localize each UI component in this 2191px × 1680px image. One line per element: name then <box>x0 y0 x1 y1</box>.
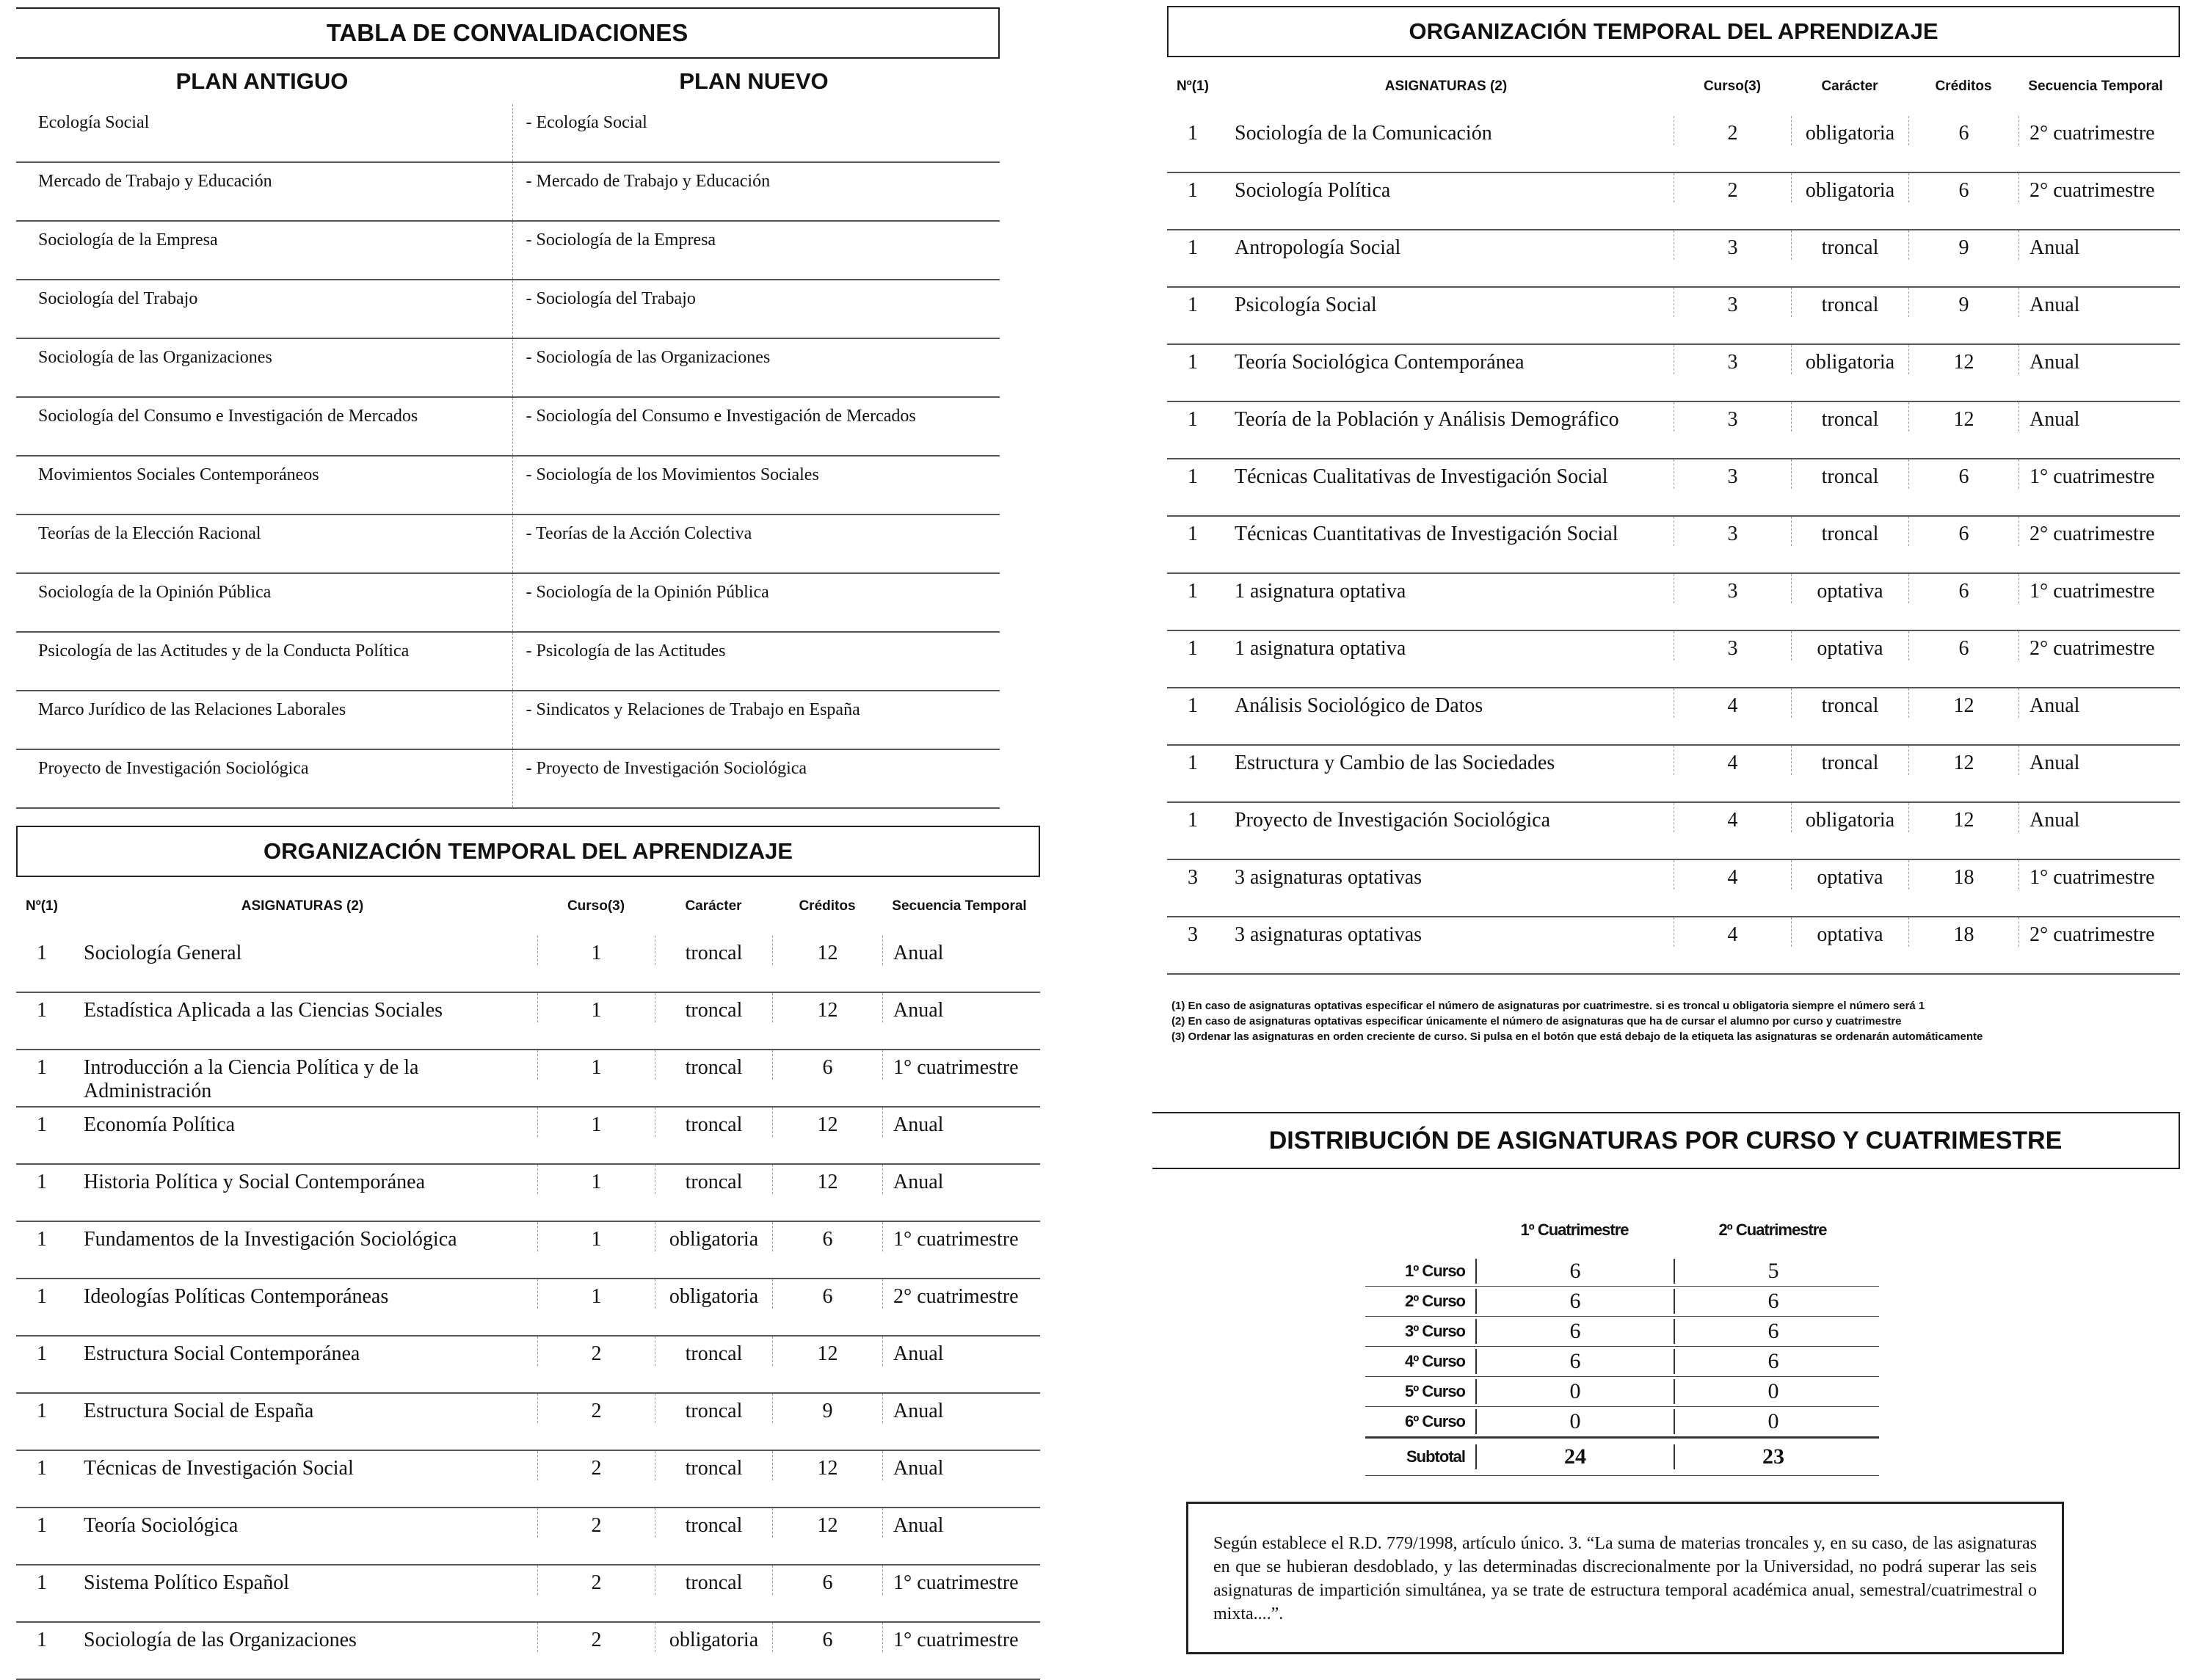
asignatura-cell: 3 asignaturas optativas <box>1235 866 1422 889</box>
asignatura-cell: Sociología General <box>84 942 242 964</box>
asignatura-cell: Sistema Político Español <box>84 1571 289 1594</box>
asignatura-cell: Sociología Política <box>1235 179 1391 202</box>
curso-cell: 2 <box>537 1508 655 1538</box>
secuencia-cell: Anual <box>882 1451 1036 1480</box>
caracter-cell: optativa <box>1791 917 1908 947</box>
asignatura-cell: Teoría Sociológica Contemporánea <box>1235 351 1525 374</box>
distribucion-title: DISTRIBUCIÓN DE ASIGNATURAS POR CURSO Y CUATRIMESTRE <box>1152 1112 2180 1169</box>
plan-nuevo-cell: - Sociología del Consumo e Investigación de Mercados <box>512 398 1000 455</box>
col-1-cuatrimestre: 1º Cuatrimestre <box>1520 1221 1629 1239</box>
table-row <box>16 1337 1040 1394</box>
creditos-cell: 6 <box>772 1222 882 1251</box>
curso-cell: 3 <box>1674 517 1791 546</box>
table-row <box>1167 631 2180 688</box>
caracter-cell: troncal <box>655 1394 772 1423</box>
creditos-cell: 12 <box>772 993 882 1022</box>
secuencia-cell: Anual <box>882 936 1036 965</box>
plan-antiguo-cell: Sociología del Consumo e Investigación de Mercados <box>38 407 418 426</box>
secuencia-cell: Anual <box>2019 402 2173 432</box>
curso-cell: 1 <box>537 1222 655 1251</box>
table-row <box>16 993 1040 1050</box>
secuencia-cell: 2° cuatrimestre <box>2019 631 2173 661</box>
footnote-2: (2) En caso de asignaturas optativas especificar únicamente el número de asignaturas que ha de cursar el alumno por curso y cuatrimestre <box>1171 1015 1902 1028</box>
creditos-cell: 6 <box>772 1279 882 1309</box>
header-secuencia: Secuencia Temporal <box>892 898 1027 914</box>
caracter-cell: troncal <box>655 1451 772 1480</box>
org-table-right <box>1167 6 2180 975</box>
asignatura-cell: Proyecto de Investigación Sociológica <box>1235 809 1550 832</box>
subtotal-c1: 24 <box>1475 1444 1674 1469</box>
table-row <box>16 163 1000 222</box>
caracter-cell: optativa <box>1791 860 1908 890</box>
table-row <box>1167 574 2180 631</box>
asignatura-cell: Análisis Sociológico de Datos <box>1235 694 1483 717</box>
header-caracter: Carácter <box>685 898 742 914</box>
n-cell: 1 <box>1188 122 1198 145</box>
asignatura-cell: 3 asignaturas optativas <box>1235 923 1422 946</box>
creditos-cell: 12 <box>772 1165 882 1194</box>
creditos-cell: 9 <box>1908 230 2019 260</box>
caracter-cell: troncal <box>655 936 772 965</box>
n-cell: 1 <box>37 1514 47 1537</box>
table-row <box>16 1623 1040 1680</box>
secuencia-cell: 2° cuatrimestre <box>2019 173 2173 203</box>
n-cell: 1 <box>37 1400 47 1422</box>
plan-antiguo-cell: Movimientos Sociales Contemporáneos <box>38 465 319 484</box>
curso-cell: 4 <box>1674 746 1791 775</box>
curso-cell: 1 <box>537 1050 655 1080</box>
secuencia-cell: 1° cuatrimestre <box>882 1566 1036 1595</box>
curso-cell: 1 <box>537 993 655 1022</box>
secuencia-cell: Anual <box>2019 688 2173 718</box>
creditos-cell: 12 <box>1908 402 2019 432</box>
n-cell: 1 <box>37 1285 47 1308</box>
secuencia-cell: Anual <box>882 1337 1036 1366</box>
plan-nuevo-cell: - Sociología de las Organizaciones <box>512 339 1000 396</box>
table-row <box>1167 459 2180 517</box>
curso-label: 3º Curso <box>1405 1322 1465 1340</box>
cuatrimestre-1-value: 0 <box>1475 1379 1674 1404</box>
creditos-cell: 6 <box>1908 116 2019 145</box>
header-curso[interactable]: Curso(3) <box>1703 79 1762 94</box>
n-cell: 3 <box>1188 866 1198 889</box>
table-row <box>1365 1377 1879 1407</box>
table-row <box>1167 116 2180 173</box>
secuencia-cell: 2° cuatrimestre <box>2019 917 2173 947</box>
n-cell: 1 <box>1188 408 1198 431</box>
secuencia-cell: Anual <box>882 993 1036 1022</box>
table-row <box>1167 402 2180 459</box>
table-row <box>16 104 1000 163</box>
header-curso[interactable]: Curso(3) <box>567 898 625 914</box>
secuencia-cell: Anual <box>2019 288 2173 317</box>
creditos-cell: 12 <box>1908 746 2019 775</box>
plan-nuevo-cell: - Sociología de la Empresa <box>512 222 1000 279</box>
caracter-cell: troncal <box>655 1566 772 1595</box>
curso-cell: 4 <box>1674 688 1791 718</box>
footnotes <box>1171 998 2170 1044</box>
creditos-cell: 6 <box>772 1566 882 1595</box>
caracter-cell: troncal <box>655 1508 772 1538</box>
creditos-cell: 6 <box>1908 517 2019 546</box>
n-cell: 1 <box>1188 236 1198 259</box>
curso-label: 4º Curso <box>1405 1352 1465 1370</box>
cuatrimestre-1-value: 6 <box>1475 1349 1674 1374</box>
table-row <box>16 1165 1040 1222</box>
plan-antiguo-cell: Sociología del Trabajo <box>38 289 198 308</box>
table-row <box>16 339 1000 398</box>
table-row <box>1365 1407 1879 1437</box>
caracter-cell: obligatoria <box>1791 173 1908 203</box>
rd-note-box <box>1186 1502 2064 1654</box>
table-row <box>1167 917 2180 975</box>
caracter-cell: troncal <box>655 1050 772 1080</box>
n-cell: 1 <box>1188 351 1198 374</box>
plan-antiguo-cell: Marco Jurídico de las Relaciones Laborales <box>38 700 346 719</box>
n-cell: 1 <box>37 1342 47 1365</box>
table-row <box>16 457 1000 515</box>
secuencia-cell: 1° cuatrimestre <box>882 1623 1036 1652</box>
table-row <box>1167 860 2180 917</box>
asignatura-cell: Teoría Sociológica <box>84 1514 239 1537</box>
convalidaciones-header <box>16 59 1000 104</box>
curso-label: 1º Curso <box>1405 1262 1465 1280</box>
org-right-header <box>1167 57 2180 116</box>
table-row <box>16 1222 1040 1279</box>
asignatura-cell: Introducción a la Ciencia Política y de la Administración <box>84 1056 419 1102</box>
curso-cell: 2 <box>537 1451 655 1480</box>
cuatrimestre-2-value: 0 <box>1674 1379 1872 1404</box>
n-cell: 1 <box>37 1056 47 1079</box>
plan-nuevo-cell: - Sindicatos y Relaciones de Trabajo en España <box>512 691 1000 749</box>
caracter-cell: obligatoria <box>1791 345 1908 374</box>
table-row <box>16 222 1000 280</box>
org-table-left <box>16 826 1040 1680</box>
header-n: Nº(1) <box>26 898 58 914</box>
plan-antiguo-cell: Ecología Social <box>38 113 150 132</box>
secuencia-cell: Anual <box>882 1108 1036 1137</box>
caracter-cell: troncal <box>1791 402 1908 432</box>
n-cell: 1 <box>1188 294 1198 316</box>
plan-nuevo-cell: - Sociología del Trabajo <box>512 280 1000 338</box>
table-row <box>16 574 1000 633</box>
secuencia-cell: 1° cuatrimestre <box>2019 860 2173 890</box>
curso-cell: 2 <box>537 1394 655 1423</box>
asignatura-cell: Psicología Social <box>1235 294 1377 316</box>
asignatura-cell: Fundamentos de la Investigación Sociológica <box>84 1228 457 1251</box>
caracter-cell: troncal <box>1791 746 1908 775</box>
org-left-header <box>16 877 1040 936</box>
caracter-cell: troncal <box>1791 230 1908 260</box>
secuencia-cell: 1° cuatrimestre <box>882 1222 1036 1251</box>
asignatura-cell: 1 asignatura optativa <box>1235 637 1406 660</box>
cuatrimestre-2-value: 6 <box>1674 1349 1872 1374</box>
asignatura-cell: Técnicas de Investigación Social <box>84 1457 354 1480</box>
plan-antiguo-cell: Proyecto de Investigación Sociológica <box>38 759 309 778</box>
table-row <box>16 1279 1040 1337</box>
asignatura-cell: Estadística Aplicada a las Ciencias Sociales <box>84 999 443 1022</box>
caracter-cell: troncal <box>655 993 772 1022</box>
n-cell: 1 <box>37 1113 47 1136</box>
plan-antiguo-cell: Sociología de la Empresa <box>38 230 218 250</box>
n-cell: 1 <box>1188 580 1198 603</box>
n-cell: 3 <box>1188 923 1198 946</box>
distribucion-section <box>1152 1112 2180 1169</box>
plan-nuevo-cell: - Proyecto de Investigación Sociológica <box>512 750 1000 807</box>
distribucion-table <box>1365 1204 1879 1476</box>
cuatrimestre-2-value: 6 <box>1674 1319 1872 1344</box>
rd-note-text: Según establece el R.D. 779/1998, artículo único. 3. “La suma de materias troncales y, en su caso, de las asignaturas en que se hubieran desdoblado, y las determinadas discrecionalmente por la Universidad, no podrá superar las seis asignaturas de impartición simultánea, ya se trate de estructura temporal académica anual, semestral/cuatrimestral o mixta....”. <box>1213 1534 2037 1623</box>
n-cell: 1 <box>1188 179 1198 202</box>
asignatura-cell: Estructura Social Contemporánea <box>84 1342 360 1365</box>
secuencia-cell: Anual <box>882 1508 1036 1538</box>
secuencia-cell: Anual <box>2019 803 2173 832</box>
n-cell: 1 <box>1188 637 1198 660</box>
subtotal-c2: 23 <box>1674 1444 1872 1469</box>
table-row <box>16 633 1000 691</box>
n-cell: 1 <box>37 1228 47 1251</box>
curso-cell: 3 <box>1674 230 1791 260</box>
n-cell: 1 <box>37 999 47 1022</box>
caracter-cell: obligatoria <box>655 1623 772 1652</box>
curso-cell: 1 <box>537 1108 655 1137</box>
table-row <box>1167 688 2180 746</box>
n-cell: 1 <box>1188 694 1198 717</box>
curso-cell: 3 <box>1674 631 1791 661</box>
secuencia-cell: 2° cuatrimestre <box>2019 517 2173 546</box>
caracter-cell: obligatoria <box>655 1222 772 1251</box>
cuatrimestre-2-value: 6 <box>1674 1289 1872 1314</box>
asignatura-cell: Economía Política <box>84 1113 236 1136</box>
creditos-cell: 6 <box>772 1623 882 1652</box>
n-cell: 1 <box>37 1457 47 1480</box>
table-row <box>1167 345 2180 402</box>
curso-cell: 4 <box>1674 860 1791 890</box>
caracter-cell: obligatoria <box>655 1279 772 1309</box>
table-row <box>16 280 1000 339</box>
asignatura-cell: Historia Política y Social Contemporánea <box>84 1171 426 1193</box>
table-row <box>16 1451 1040 1508</box>
asignatura-cell: Sociología de las Organizaciones <box>84 1629 357 1651</box>
table-row <box>1365 1287 1879 1317</box>
cuatrimestre-1-value: 6 <box>1475 1319 1674 1344</box>
secuencia-cell: 1° cuatrimestre <box>2019 459 2173 489</box>
plan-nuevo-cell: - Psicología de las Actitudes <box>512 633 1000 690</box>
asignatura-cell: 1 asignatura optativa <box>1235 580 1406 603</box>
secuencia-cell: 2° cuatrimestre <box>882 1279 1036 1309</box>
col-2-cuatrimestre: 2º Cuatrimestre <box>1718 1221 1827 1239</box>
curso-cell: 1 <box>537 1279 655 1309</box>
header-n: Nº(1) <box>1177 79 1209 94</box>
creditos-cell: 6 <box>1908 631 2019 661</box>
curso-cell: 2 <box>537 1566 655 1595</box>
n-cell: 1 <box>37 1629 47 1651</box>
plan-antiguo-cell: Sociología de las Organizaciones <box>38 348 272 367</box>
curso-cell: 1 <box>537 1165 655 1194</box>
creditos-cell: 12 <box>1908 688 2019 718</box>
convalidaciones-title: TABLA DE CONVALIDACIONES <box>16 7 1000 59</box>
curso-cell: 4 <box>1674 917 1791 947</box>
asignatura-cell: Técnicas Cuantitativas de Investigación Social <box>1235 523 1618 545</box>
header-caracter: Carácter <box>1821 79 1878 94</box>
creditos-cell: 9 <box>772 1394 882 1423</box>
caracter-cell: troncal <box>1791 517 1908 546</box>
plan-nuevo-cell: - Mercado de Trabajo y Educación <box>512 163 1000 220</box>
subtotal-label: Subtotal <box>1406 1447 1465 1466</box>
asignatura-cell: Estructura Social de España <box>84 1400 314 1422</box>
header-asignaturas: ASIGNATURAS (2) <box>1384 79 1508 94</box>
creditos-cell: 12 <box>772 1337 882 1366</box>
subtotal-row <box>1365 1437 1879 1476</box>
plan-nuevo-cell: - Sociología de los Movimientos Sociales <box>512 457 1000 514</box>
curso-cell: 3 <box>1674 459 1791 489</box>
secuencia-cell: Anual <box>2019 746 2173 775</box>
asignatura-cell: Sociología de la Comunicación <box>1235 122 1492 145</box>
caracter-cell: obligatoria <box>1791 116 1908 145</box>
convalidaciones-body <box>16 104 1000 809</box>
asignatura-cell: Estructura y Cambio de las Sociedades <box>1235 752 1555 774</box>
footnote-1: (1) En caso de asignaturas optativas especificar el número de asignaturas por cuatrimestre. si es troncal u obligatoria siempre el número será 1 <box>1171 1000 1925 1012</box>
footnote-3: (3) Ordenar las asignaturas en orden creciente de curso. Si pulsa en el botón que está debajo de la etiqueta las asignaturas se ordenarán automáticamente <box>1171 1030 1983 1043</box>
table-row <box>16 936 1040 993</box>
secuencia-cell: Anual <box>2019 345 2173 374</box>
caracter-cell: troncal <box>1791 688 1908 718</box>
caracter-cell: obligatoria <box>1791 803 1908 832</box>
cuatrimestre-1-value: 6 <box>1475 1289 1674 1314</box>
caracter-cell: optativa <box>1791 631 1908 661</box>
org-left-body <box>16 936 1040 1680</box>
secuencia-cell: 2° cuatrimestre <box>2019 116 2173 145</box>
plan-antiguo-cell: Sociología de la Opinión Pública <box>38 583 272 602</box>
creditos-cell: 9 <box>1908 288 2019 317</box>
org-right-body <box>1167 116 2180 975</box>
creditos-cell: 6 <box>1908 574 2019 603</box>
n-cell: 1 <box>1188 523 1198 545</box>
cuatrimestre-2-value: 0 <box>1674 1409 1872 1434</box>
creditos-cell: 12 <box>772 1451 882 1480</box>
creditos-cell: 18 <box>1908 860 2019 890</box>
curso-cell: 2 <box>1674 116 1791 145</box>
cuatrimestre-2-value: 5 <box>1674 1259 1872 1284</box>
creditos-cell: 18 <box>1908 917 2019 947</box>
n-cell: 1 <box>1188 809 1198 832</box>
cuatrimestre-1-value: 0 <box>1475 1409 1674 1434</box>
caracter-cell: troncal <box>655 1108 772 1137</box>
asignatura-cell: Teoría de la Población y Análisis Demográfico <box>1235 408 1619 431</box>
creditos-cell: 12 <box>1908 803 2019 832</box>
secuencia-cell: Anual <box>882 1394 1036 1423</box>
table-row <box>16 1394 1040 1451</box>
n-cell: 1 <box>37 1171 47 1193</box>
secuencia-cell: 1° cuatrimestre <box>2019 574 2173 603</box>
creditos-cell: 12 <box>1908 345 2019 374</box>
table-row <box>16 750 1000 809</box>
secuencia-cell: Anual <box>2019 230 2173 260</box>
plan-nuevo-cell: - Teorías de la Acción Colectiva <box>512 515 1000 572</box>
caracter-cell: troncal <box>1791 459 1908 489</box>
plan-nuevo-cell: - Sociología de la Opinión Pública <box>512 574 1000 631</box>
header-asignaturas: ASIGNATURAS (2) <box>241 898 364 914</box>
curso-cell: 2 <box>1674 173 1791 203</box>
curso-cell: 3 <box>1674 402 1791 432</box>
org-right-title: ORGANIZACIÓN TEMPORAL DEL APRENDIZAJE <box>1167 6 2180 57</box>
creditos-cell: 12 <box>772 1108 882 1137</box>
table-row <box>1167 803 2180 860</box>
col-plan-antiguo: PLAN ANTIGUO <box>175 68 349 94</box>
table-row <box>1167 517 2180 574</box>
curso-cell: 1 <box>537 936 655 965</box>
curso-cell: 2 <box>537 1623 655 1652</box>
curso-cell: 4 <box>1674 803 1791 832</box>
creditos-cell: 12 <box>772 936 882 965</box>
table-row <box>1365 1317 1879 1347</box>
secuencia-cell: Anual <box>882 1165 1036 1194</box>
table-row <box>16 398 1000 457</box>
col-plan-nuevo: PLAN NUEVO <box>679 68 829 94</box>
table-row <box>1167 288 2180 345</box>
asignatura-cell: Técnicas Cualitativas de Investigación Social <box>1235 465 1608 488</box>
n-cell: 1 <box>1188 465 1198 488</box>
creditos-cell: 6 <box>1908 459 2019 489</box>
curso-cell: 3 <box>1674 288 1791 317</box>
table-row <box>1167 746 2180 803</box>
creditos-cell: 6 <box>772 1050 882 1080</box>
table-row <box>16 1508 1040 1566</box>
plan-antiguo-cell: Teorías de la Elección Racional <box>38 524 261 543</box>
table-row <box>16 515 1000 574</box>
plan-nuevo-cell: - Ecología Social <box>512 104 1000 161</box>
caracter-cell: troncal <box>655 1165 772 1194</box>
distribucion-body <box>1365 1257 1879 1437</box>
secuencia-cell: 1° cuatrimestre <box>882 1050 1036 1080</box>
caracter-cell: troncal <box>655 1337 772 1366</box>
table-row <box>1365 1347 1879 1377</box>
convalidaciones-table <box>16 7 1000 809</box>
curso-cell: 3 <box>1674 574 1791 603</box>
table-row <box>1365 1257 1879 1287</box>
header-secuencia: Secuencia Temporal <box>2028 79 2163 94</box>
curso-cell: 2 <box>537 1337 655 1366</box>
plan-antiguo-cell: Mercado de Trabajo y Educación <box>38 172 272 191</box>
cuatrimestre-1-value: 6 <box>1475 1259 1674 1284</box>
distribucion-header <box>1365 1204 1879 1257</box>
curso-label: 6º Curso <box>1405 1412 1465 1430</box>
creditos-cell: 6 <box>1908 173 2019 203</box>
caracter-cell: troncal <box>1791 288 1908 317</box>
header-creditos: Créditos <box>799 898 856 914</box>
table-row <box>16 691 1000 750</box>
n-cell: 1 <box>1188 752 1198 774</box>
caracter-cell: optativa <box>1791 574 1908 603</box>
creditos-cell: 12 <box>772 1508 882 1538</box>
curso-label: 5º Curso <box>1405 1382 1465 1400</box>
header-creditos: Créditos <box>1935 79 1992 94</box>
table-row <box>16 1566 1040 1623</box>
table-row <box>1167 173 2180 230</box>
table-row <box>16 1050 1040 1108</box>
curso-label: 2º Curso <box>1405 1292 1465 1310</box>
n-cell: 1 <box>37 1571 47 1594</box>
curso-cell: 3 <box>1674 345 1791 374</box>
table-row <box>16 1108 1040 1165</box>
asignatura-cell: Ideologías Políticas Contemporáneas <box>84 1285 389 1308</box>
org-left-title: ORGANIZACIÓN TEMPORAL DEL APRENDIZAJE <box>16 826 1040 877</box>
table-row <box>1167 230 2180 288</box>
plan-antiguo-cell: Psicología de las Actitudes y de la Conducta Política <box>38 641 410 661</box>
asignatura-cell: Antropología Social <box>1235 236 1401 259</box>
n-cell: 1 <box>37 942 47 964</box>
